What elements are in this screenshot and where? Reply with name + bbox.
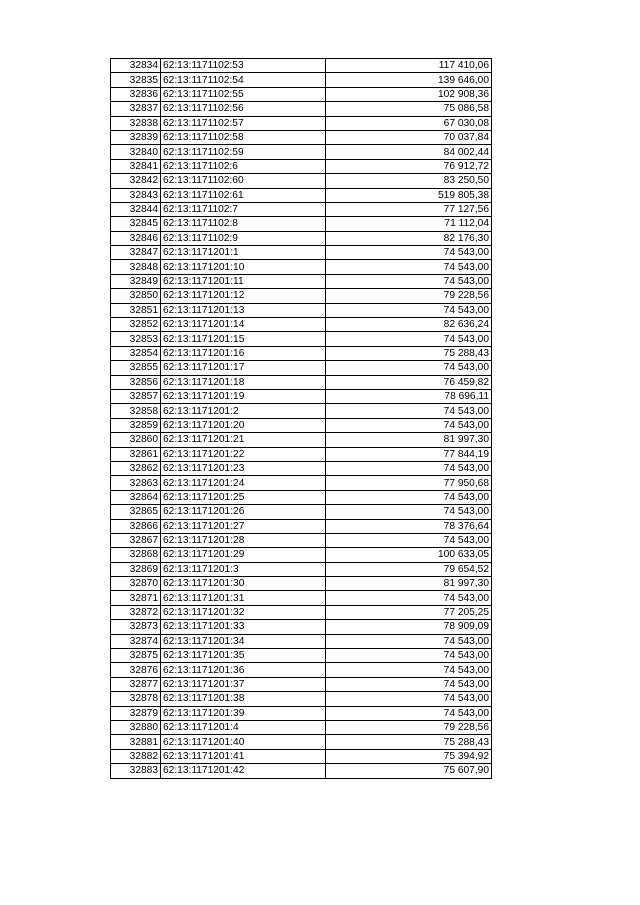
cadastral-value-cell: 74 543,00 — [326, 404, 492, 418]
row-number-cell: 32852 — [111, 318, 161, 332]
cadastral-value-cell: 81 997,30 — [326, 433, 492, 447]
table-row — [111, 764, 492, 778]
table-row — [111, 102, 492, 116]
row-number-cell: 32860 — [111, 433, 161, 447]
cadastral-number-cell: 62:13:1171102:6 — [161, 159, 326, 173]
cadastral-value-cell: 78 909,09 — [326, 620, 492, 634]
row-number-cell: 32867 — [111, 533, 161, 547]
cadastral-number-cell: 62:13:1171102:59 — [161, 145, 326, 159]
cadastral-number-cell: 62:13:1171201:27 — [161, 519, 326, 533]
cadastral-value-cell: 102 908,36 — [326, 87, 492, 101]
table-row — [111, 634, 492, 648]
cadastral-value-cell: 84 002,44 — [326, 145, 492, 159]
table-row — [111, 418, 492, 432]
cadastral-value-cell: 117 410,06 — [326, 59, 492, 73]
table-row — [111, 735, 492, 749]
row-number-cell: 32872 — [111, 605, 161, 619]
row-number-cell: 32876 — [111, 663, 161, 677]
row-number-cell: 32862 — [111, 461, 161, 475]
cadastral-value-cell: 75 288,43 — [326, 346, 492, 360]
table-row — [111, 433, 492, 447]
table-row — [111, 749, 492, 763]
table-row — [111, 231, 492, 245]
cadastral-value-cell: 519 805,38 — [326, 188, 492, 202]
cadastral-value-cell: 100 633,05 — [326, 548, 492, 562]
cadastral-number-cell: 62:13:1171201:2 — [161, 404, 326, 418]
table-row — [111, 404, 492, 418]
cadastral-value-cell: 75 086,58 — [326, 102, 492, 116]
table-row — [111, 246, 492, 260]
row-number-cell: 32882 — [111, 749, 161, 763]
row-number-cell: 32869 — [111, 562, 161, 576]
cadastral-number-cell: 62:13:1171201:23 — [161, 461, 326, 475]
cadastral-number-cell: 62:13:1171201:36 — [161, 663, 326, 677]
row-number-cell: 32854 — [111, 346, 161, 360]
row-number-cell: 32844 — [111, 202, 161, 216]
cadastral-value-cell: 75 607,90 — [326, 764, 492, 778]
cadastral-value-cell: 81 997,30 — [326, 577, 492, 591]
row-number-cell: 32847 — [111, 246, 161, 260]
cadastral-number-cell: 62:13:1171201:26 — [161, 505, 326, 519]
table-row — [111, 260, 492, 274]
cadastral-value-cell: 74 543,00 — [326, 274, 492, 288]
table-row — [111, 332, 492, 346]
cadastral-value-cell: 74 543,00 — [326, 692, 492, 706]
table-row — [111, 577, 492, 591]
row-number-cell: 32836 — [111, 87, 161, 101]
table-row — [111, 677, 492, 691]
table-row — [111, 188, 492, 202]
row-number-cell: 32868 — [111, 548, 161, 562]
table-row — [111, 389, 492, 403]
cadastral-number-cell: 62:13:1171201:42 — [161, 764, 326, 778]
table-row — [111, 289, 492, 303]
table-row — [111, 519, 492, 533]
cadastral-number-cell: 62:13:1171201:18 — [161, 375, 326, 389]
table-row — [111, 361, 492, 375]
row-number-cell: 32877 — [111, 677, 161, 691]
row-number-cell: 32842 — [111, 174, 161, 188]
cadastral-value-cell: 74 543,00 — [326, 649, 492, 663]
cadastral-number-cell: 62:13:1171201:20 — [161, 418, 326, 432]
cadastral-value-cell: 77 844,19 — [326, 447, 492, 461]
cadastral-value-cell: 74 543,00 — [326, 418, 492, 432]
cadastral-value-cell: 77 127,56 — [326, 202, 492, 216]
cadastral-value-cell: 79 654,52 — [326, 562, 492, 576]
cadastral-number-cell: 62:13:1171102:9 — [161, 231, 326, 245]
row-number-cell: 32863 — [111, 476, 161, 490]
table-row — [111, 59, 492, 73]
table-body — [111, 59, 492, 779]
cadastral-number-cell: 62:13:1171201:28 — [161, 533, 326, 547]
cadastral-number-cell: 62:13:1171201:38 — [161, 692, 326, 706]
cadastral-number-cell: 62:13:1171102:55 — [161, 87, 326, 101]
table-row — [111, 591, 492, 605]
row-number-cell: 32858 — [111, 404, 161, 418]
cadastral-number-cell: 62:13:1171201:1 — [161, 246, 326, 260]
row-number-cell: 32850 — [111, 289, 161, 303]
cadastral-value-cell: 77 950,68 — [326, 476, 492, 490]
table-row — [111, 649, 492, 663]
cadastral-number-cell: 62:13:1171201:12 — [161, 289, 326, 303]
cadastral-value-cell: 78 696,11 — [326, 389, 492, 403]
table-row — [111, 706, 492, 720]
table-row — [111, 202, 492, 216]
cadastral-number-cell: 62:13:1171201:32 — [161, 605, 326, 619]
table-row — [111, 145, 492, 159]
row-number-cell: 32834 — [111, 59, 161, 73]
cadastral-value-cell: 74 543,00 — [326, 490, 492, 504]
table-row — [111, 505, 492, 519]
row-number-cell: 32865 — [111, 505, 161, 519]
table-row — [111, 476, 492, 490]
table-row — [111, 461, 492, 475]
table-row — [111, 303, 492, 317]
cadastral-number-cell: 62:13:1171201:21 — [161, 433, 326, 447]
cadastral-value-cell: 67 030,08 — [326, 116, 492, 130]
row-number-cell: 32880 — [111, 720, 161, 734]
cadastral-number-cell: 62:13:1171201:14 — [161, 318, 326, 332]
table-row — [111, 533, 492, 547]
cadastral-value-cell: 74 543,00 — [326, 260, 492, 274]
cadastral-number-cell: 62:13:1171201:15 — [161, 332, 326, 346]
cadastral-number-cell: 62:13:1171201:41 — [161, 749, 326, 763]
row-number-cell: 32849 — [111, 274, 161, 288]
row-number-cell: 32859 — [111, 418, 161, 432]
table-row — [111, 274, 492, 288]
cadastral-value-cell: 70 037,84 — [326, 130, 492, 144]
table-row — [111, 490, 492, 504]
cadastral-value-cell: 74 543,00 — [326, 533, 492, 547]
table-row — [111, 217, 492, 231]
row-number-cell: 32839 — [111, 130, 161, 144]
row-number-cell: 32883 — [111, 764, 161, 778]
table-row — [111, 562, 492, 576]
cadastral-number-cell: 62:13:1171102:54 — [161, 73, 326, 87]
cadastral-number-cell: 62:13:1171201:29 — [161, 548, 326, 562]
cadastral-number-cell: 62:13:1171201:17 — [161, 361, 326, 375]
cadastral-value-cell: 79 228,56 — [326, 720, 492, 734]
table-row — [111, 346, 492, 360]
row-number-cell: 32871 — [111, 591, 161, 605]
cadastral-number-cell: 62:13:1171201:22 — [161, 447, 326, 461]
cadastral-number-cell: 62:13:1171102:53 — [161, 59, 326, 73]
cadastral-number-cell: 62:13:1171201:10 — [161, 260, 326, 274]
cadastral-number-cell: 62:13:1171201:16 — [161, 346, 326, 360]
table-row — [111, 87, 492, 101]
cadastral-value-cell: 82 176,30 — [326, 231, 492, 245]
table-row — [111, 663, 492, 677]
cadastral-value-cell: 74 543,00 — [326, 677, 492, 691]
cadastral-number-cell: 62:13:1171201:25 — [161, 490, 326, 504]
cadastral-value-cell: 74 543,00 — [326, 706, 492, 720]
cadastral-value-cell: 139 646,00 — [326, 73, 492, 87]
cadastral-value-cell: 76 912,72 — [326, 159, 492, 173]
row-number-cell: 32846 — [111, 231, 161, 245]
table-row — [111, 692, 492, 706]
row-number-cell: 32879 — [111, 706, 161, 720]
cadastral-number-cell: 62:13:1171102:57 — [161, 116, 326, 130]
table-row — [111, 174, 492, 188]
cadastral-value-cell: 83 250,50 — [326, 174, 492, 188]
table-row — [111, 318, 492, 332]
cadastral-number-cell: 62:13:1171201:19 — [161, 389, 326, 403]
cadastral-value-cell: 74 543,00 — [326, 634, 492, 648]
table-row — [111, 620, 492, 634]
cadastral-value-cell: 74 543,00 — [326, 246, 492, 260]
cadastral-value-cell: 71 112,04 — [326, 217, 492, 231]
cadastral-value-cell: 74 543,00 — [326, 461, 492, 475]
row-number-cell: 32851 — [111, 303, 161, 317]
table-row — [111, 159, 492, 173]
cadastral-value-table — [110, 58, 492, 779]
row-number-cell: 32866 — [111, 519, 161, 533]
cadastral-value-cell: 74 543,00 — [326, 361, 492, 375]
table-row — [111, 447, 492, 461]
cadastral-number-cell: 62:13:1171102:60 — [161, 174, 326, 188]
row-number-cell: 32855 — [111, 361, 161, 375]
cadastral-number-cell: 62:13:1171102:56 — [161, 102, 326, 116]
cadastral-number-cell: 62:13:1171201:33 — [161, 620, 326, 634]
table-row — [111, 548, 492, 562]
cadastral-value-cell: 74 543,00 — [326, 332, 492, 346]
table-row — [111, 130, 492, 144]
row-number-cell: 32873 — [111, 620, 161, 634]
row-number-cell: 32875 — [111, 649, 161, 663]
cadastral-value-cell: 74 543,00 — [326, 505, 492, 519]
cadastral-number-cell: 62:13:1171201:4 — [161, 720, 326, 734]
cadastral-number-cell: 62:13:1171102:58 — [161, 130, 326, 144]
row-number-cell: 32857 — [111, 389, 161, 403]
cadastral-number-cell: 62:13:1171102:8 — [161, 217, 326, 231]
cadastral-value-cell: 75 394,92 — [326, 749, 492, 763]
cadastral-number-cell: 62:13:1171201:11 — [161, 274, 326, 288]
cadastral-number-cell: 62:13:1171201:39 — [161, 706, 326, 720]
row-number-cell: 32856 — [111, 375, 161, 389]
row-number-cell: 32835 — [111, 73, 161, 87]
cadastral-number-cell: 62:13:1171201:40 — [161, 735, 326, 749]
cadastral-value-cell: 75 288,43 — [326, 735, 492, 749]
row-number-cell: 32870 — [111, 577, 161, 591]
cadastral-number-cell: 62:13:1171201:37 — [161, 677, 326, 691]
cadastral-number-cell: 62:13:1171102:61 — [161, 188, 326, 202]
row-number-cell: 32841 — [111, 159, 161, 173]
cadastral-number-cell: 62:13:1171201:30 — [161, 577, 326, 591]
cadastral-value-cell: 74 543,00 — [326, 591, 492, 605]
cadastral-value-cell: 78 376,64 — [326, 519, 492, 533]
row-number-cell: 32853 — [111, 332, 161, 346]
row-number-cell: 32838 — [111, 116, 161, 130]
row-number-cell: 32881 — [111, 735, 161, 749]
cadastral-number-cell: 62:13:1171102:7 — [161, 202, 326, 216]
cadastral-number-cell: 62:13:1171201:34 — [161, 634, 326, 648]
cadastral-number-cell: 62:13:1171201:13 — [161, 303, 326, 317]
row-number-cell: 32837 — [111, 102, 161, 116]
row-number-cell: 32861 — [111, 447, 161, 461]
cadastral-value-cell: 74 543,00 — [326, 663, 492, 677]
table-row — [111, 116, 492, 130]
cadastral-value-cell: 82 636,24 — [326, 318, 492, 332]
cadastral-value-cell: 74 543,00 — [326, 303, 492, 317]
cadastral-value-cell: 79 228,56 — [326, 289, 492, 303]
row-number-cell: 32843 — [111, 188, 161, 202]
row-number-cell: 32840 — [111, 145, 161, 159]
table-row — [111, 720, 492, 734]
cadastral-number-cell: 62:13:1171201:24 — [161, 476, 326, 490]
row-number-cell: 32848 — [111, 260, 161, 274]
table-row — [111, 73, 492, 87]
cadastral-value-cell: 76 459,82 — [326, 375, 492, 389]
row-number-cell: 32874 — [111, 634, 161, 648]
row-number-cell: 32845 — [111, 217, 161, 231]
row-number-cell: 32878 — [111, 692, 161, 706]
cadastral-number-cell: 62:13:1171201:35 — [161, 649, 326, 663]
cadastral-number-cell: 62:13:1171201:3 — [161, 562, 326, 576]
cadastral-value-cell: 77 205,25 — [326, 605, 492, 619]
row-number-cell: 32864 — [111, 490, 161, 504]
table-row — [111, 375, 492, 389]
table-row — [111, 605, 492, 619]
cadastral-number-cell: 62:13:1171201:31 — [161, 591, 326, 605]
